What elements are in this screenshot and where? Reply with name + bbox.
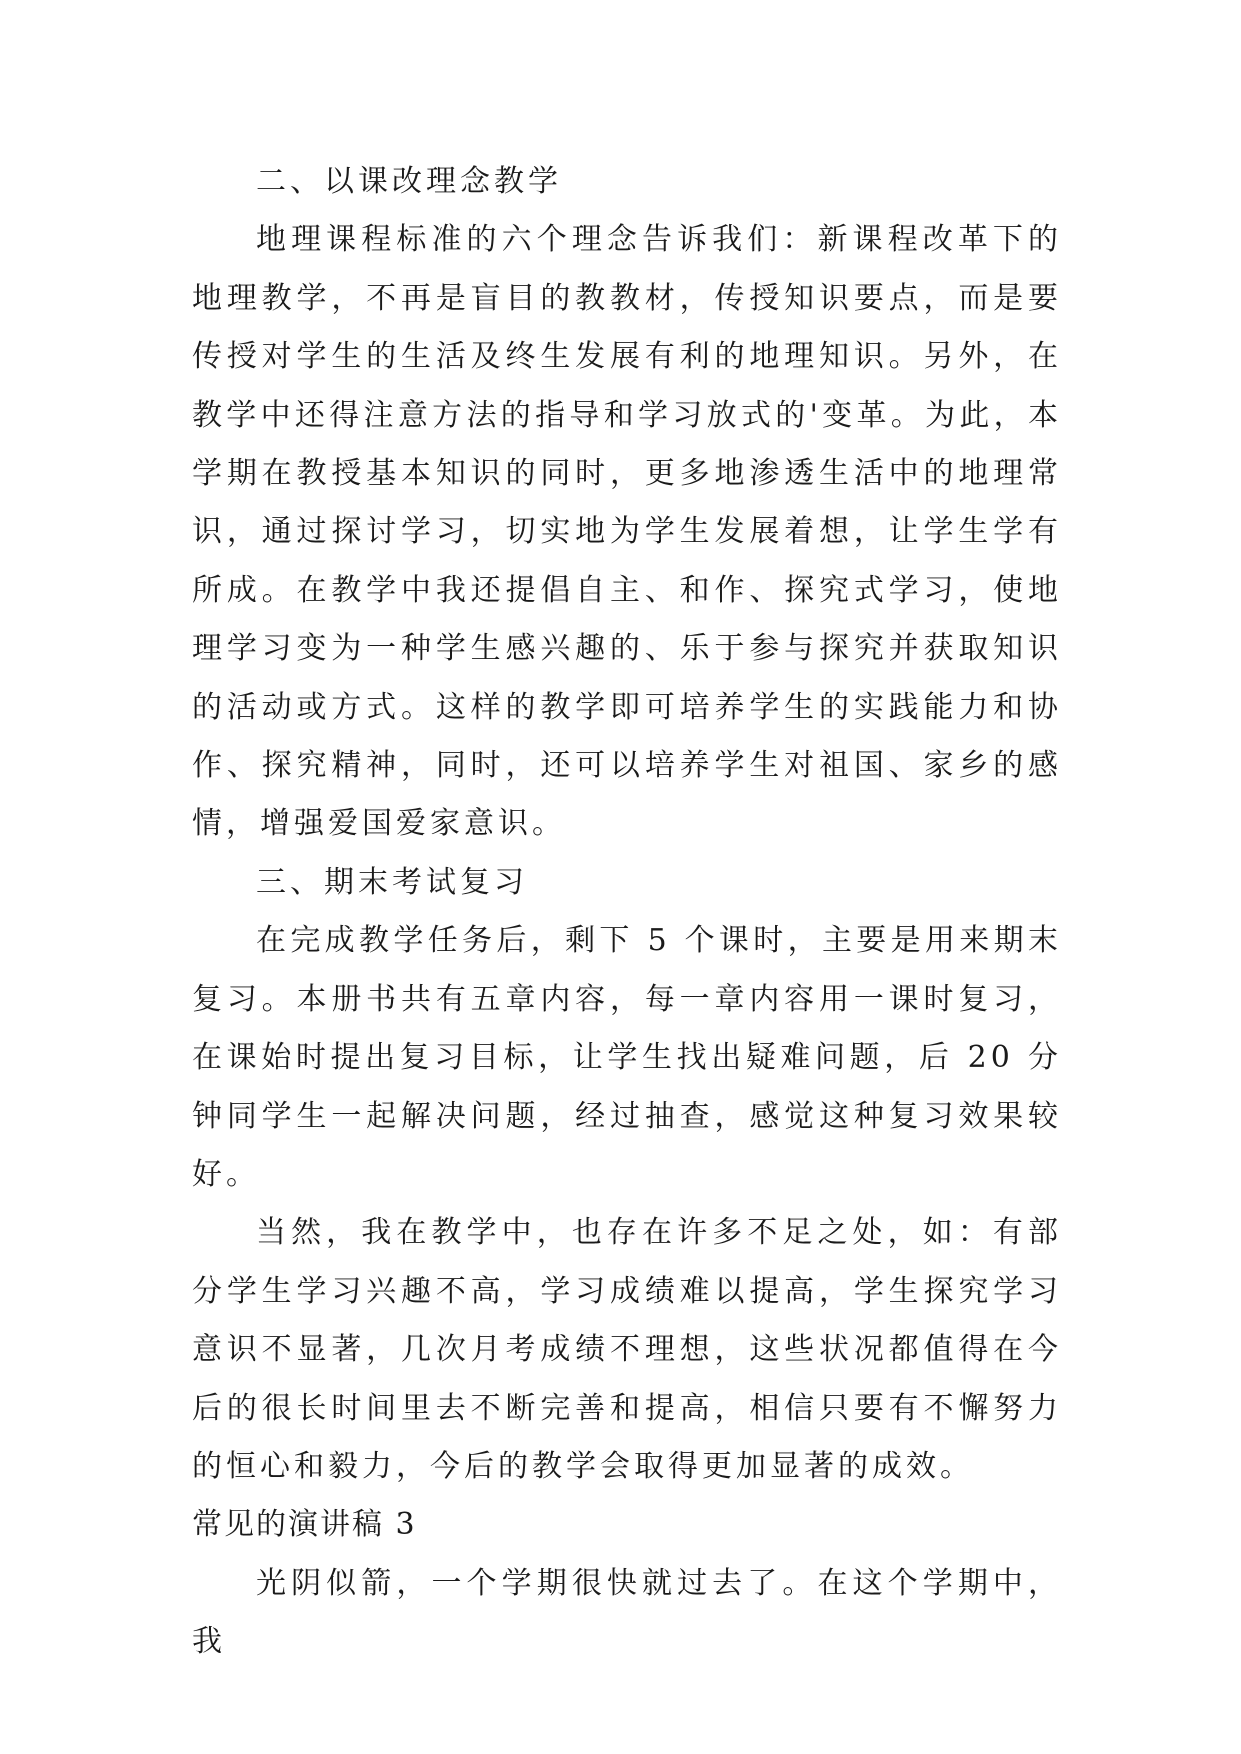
next-article-title: 常见的演讲稿 3 (192, 1507, 417, 1543)
section2-paragraph: 地理课程标准的六个理念告诉我们：新课程改革下的地理教学，不再是盲目的教教材，传授知识要点，而是要传授对学生的生活及终生发展有利的地理知识。另外，在教学中还得注意方法的指导和学习放式的'变革。为此，本学期在教授基本知识的同时，更多地渗透生活中的地理常识，通过探讨学习，切实地为学生发展着想，让学生学有所成。在教学中我还提倡自主、和作、探究式学习，使地理学习变为一种学生感兴趣的、乐于参与探究并获取知识的活动或方式。这样的教学即可培养学生的实践能力和协作、探究精神，同时，还可以培养学生对祖国、家乡的感情，增强爱国爱家意识。 (192, 222, 1062, 842)
section3-heading: 三、期末考试复习 (256, 864, 528, 900)
closing-paragraph: 当然，我在教学中，也存在许多不足之处，如：有部分学生学习兴趣不高，学习成绩难以提高，学生探究学习意识不显著，几次月考成绩不理想，这些状况都值得在今后的很长时间里去不断完善和提高，相信只要有不懈努力的恒心和毅力，今后的教学会取得更加显著的成效。 (192, 1215, 1062, 1484)
section3-paragraph: 在完成教学任务后，剩下 5 个课时，主要是用来期末复习。本册书共有五章内容，每一章内容用一课时复习，在课始时提出复习目标，让学生找出疑难问题，后 20 分钟同学生一起解决问题，经过抽查，感觉这种复习效果较好。 (192, 923, 1062, 1192)
document-body (192, 153, 1062, 1672)
next-article-opening: 光阴似箭，一个学期很快就过去了。在这个学期中，我 (192, 1565, 1062, 1660)
section2-heading: 二、以课改理念教学 (256, 164, 562, 199)
